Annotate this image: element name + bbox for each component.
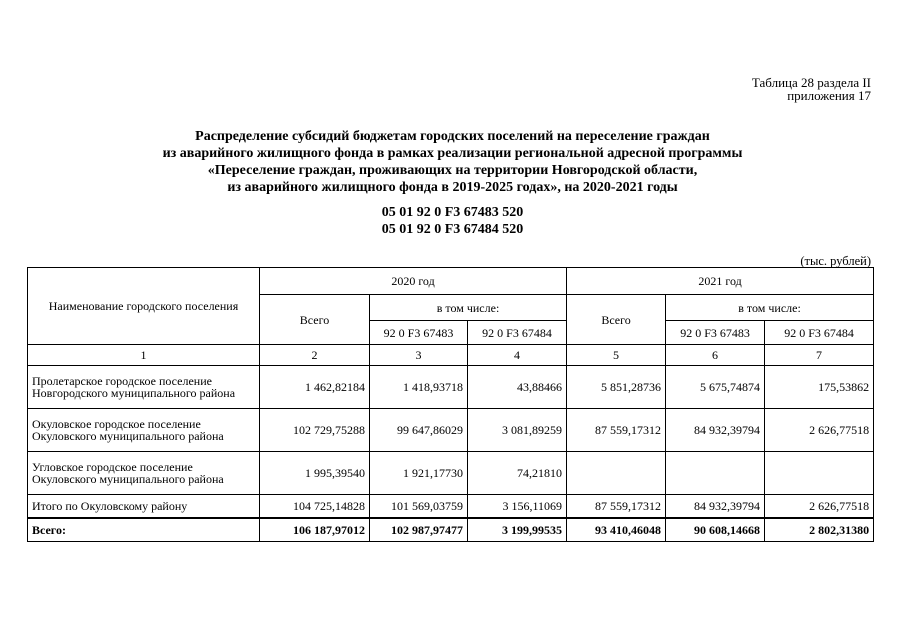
total-value-cell: 102 987,97477	[370, 518, 468, 542]
value-cell: 101 569,03759	[370, 495, 468, 519]
budget-codes	[0, 204, 905, 238]
column-number-row	[28, 345, 874, 366]
column-number: 2	[260, 345, 370, 366]
column-number: 4	[468, 345, 567, 366]
header-including-2020: в том числе:	[370, 295, 567, 321]
document-title	[0, 128, 905, 196]
subsidy-table	[27, 267, 874, 542]
header-total-2020: Всего	[260, 295, 370, 345]
header-row-years	[28, 268, 874, 295]
table-reference	[752, 76, 871, 102]
subtotal-row	[28, 495, 874, 519]
value-cell	[666, 452, 765, 495]
budget-code-2: 05 01 92 0 F3 67484 520	[381, 222, 524, 237]
total-value-cell: 2 802,31380	[765, 518, 874, 542]
grand-total-row	[28, 518, 874, 542]
header-year-2020: 2020 год	[260, 268, 567, 295]
value-cell: 1 995,39540	[260, 452, 370, 495]
table-reference-line1: Таблица 28 раздела II	[751, 75, 871, 90]
value-cell: 84 932,39794	[666, 409, 765, 452]
units-label: (тыс. рублей)	[800, 254, 871, 268]
column-number: 7	[765, 345, 874, 366]
value-cell: 2 626,77518	[765, 495, 874, 519]
total-value-cell: 90 608,14668	[666, 518, 765, 542]
value-cell: 104 725,14828	[260, 495, 370, 519]
title-line-1: Распределение субсидий бюджетам городских поселений на переселение граждан	[195, 129, 710, 144]
value-cell: 3 156,11069	[468, 495, 567, 519]
total-value-cell: 93 410,46048	[567, 518, 666, 542]
value-cell: 84 932,39794	[666, 495, 765, 519]
table-row	[28, 452, 874, 495]
total-value-cell: 106 187,97012	[260, 518, 370, 542]
total-value-cell: 3 199,99535	[468, 518, 567, 542]
value-cell: 5 675,74874	[666, 366, 765, 409]
value-cell: 2 626,77518	[765, 409, 874, 452]
value-cell: 1 921,17730	[370, 452, 468, 495]
settlement-name: Угловское городское поселение Окуловского муниципального района	[28, 452, 260, 495]
header-code-67484-2020: 92 0 F3 67484	[468, 321, 567, 345]
column-number: 6	[666, 345, 765, 366]
table-row	[28, 409, 874, 452]
value-cell: 1 418,93718	[370, 366, 468, 409]
grand-total-label: Всего:	[28, 518, 260, 542]
header-including-2021: в том числе:	[666, 295, 874, 321]
column-number: 5	[567, 345, 666, 366]
settlement-name: Пролетарское городское поселение Новгородского муниципального района	[28, 366, 260, 409]
header-year-2021: 2021 год	[567, 268, 874, 295]
value-cell: 102 729,75288	[260, 409, 370, 452]
subtotal-name: Итого по Окуловскому району	[28, 495, 260, 519]
header-code-67484-2021: 92 0 F3 67484	[765, 321, 874, 345]
title-line-2: из аварийного жилищного фонда в рамках реализации региональной адресной программы	[162, 146, 743, 161]
value-cell: 87 559,17312	[567, 495, 666, 519]
title-line-3: «Переселение граждан, проживающих на территории Новгородской области,	[207, 163, 698, 178]
column-number: 1	[28, 345, 260, 366]
value-cell: 3 081,89259	[468, 409, 567, 452]
title-line-4: из аварийного жилищного фонда в 2019-2025 годах», на 2020-2021 годы	[227, 180, 678, 195]
settlement-name: Окуловское городское поселение Окуловского муниципального района	[28, 409, 260, 452]
table-reference-line2: приложения 17	[787, 88, 871, 103]
header-code-67483-2021: 92 0 F3 67483	[666, 321, 765, 345]
value-cell	[567, 452, 666, 495]
column-number: 3	[370, 345, 468, 366]
value-cell: 1 462,82184	[260, 366, 370, 409]
value-cell: 74,21810	[468, 452, 567, 495]
value-cell	[765, 452, 874, 495]
value-cell: 43,88466	[468, 366, 567, 409]
header-settlement-name: Наименование городского поселения	[28, 268, 260, 345]
value-cell: 99 647,86029	[370, 409, 468, 452]
budget-code-1: 05 01 92 0 F3 67483 520	[381, 205, 524, 220]
value-cell: 175,53862	[765, 366, 874, 409]
table-row	[28, 366, 874, 409]
header-total-2021: Всего	[567, 295, 666, 345]
header-code-67483-2020: 92 0 F3 67483	[370, 321, 468, 345]
value-cell: 87 559,17312	[567, 409, 666, 452]
value-cell: 5 851,28736	[567, 366, 666, 409]
